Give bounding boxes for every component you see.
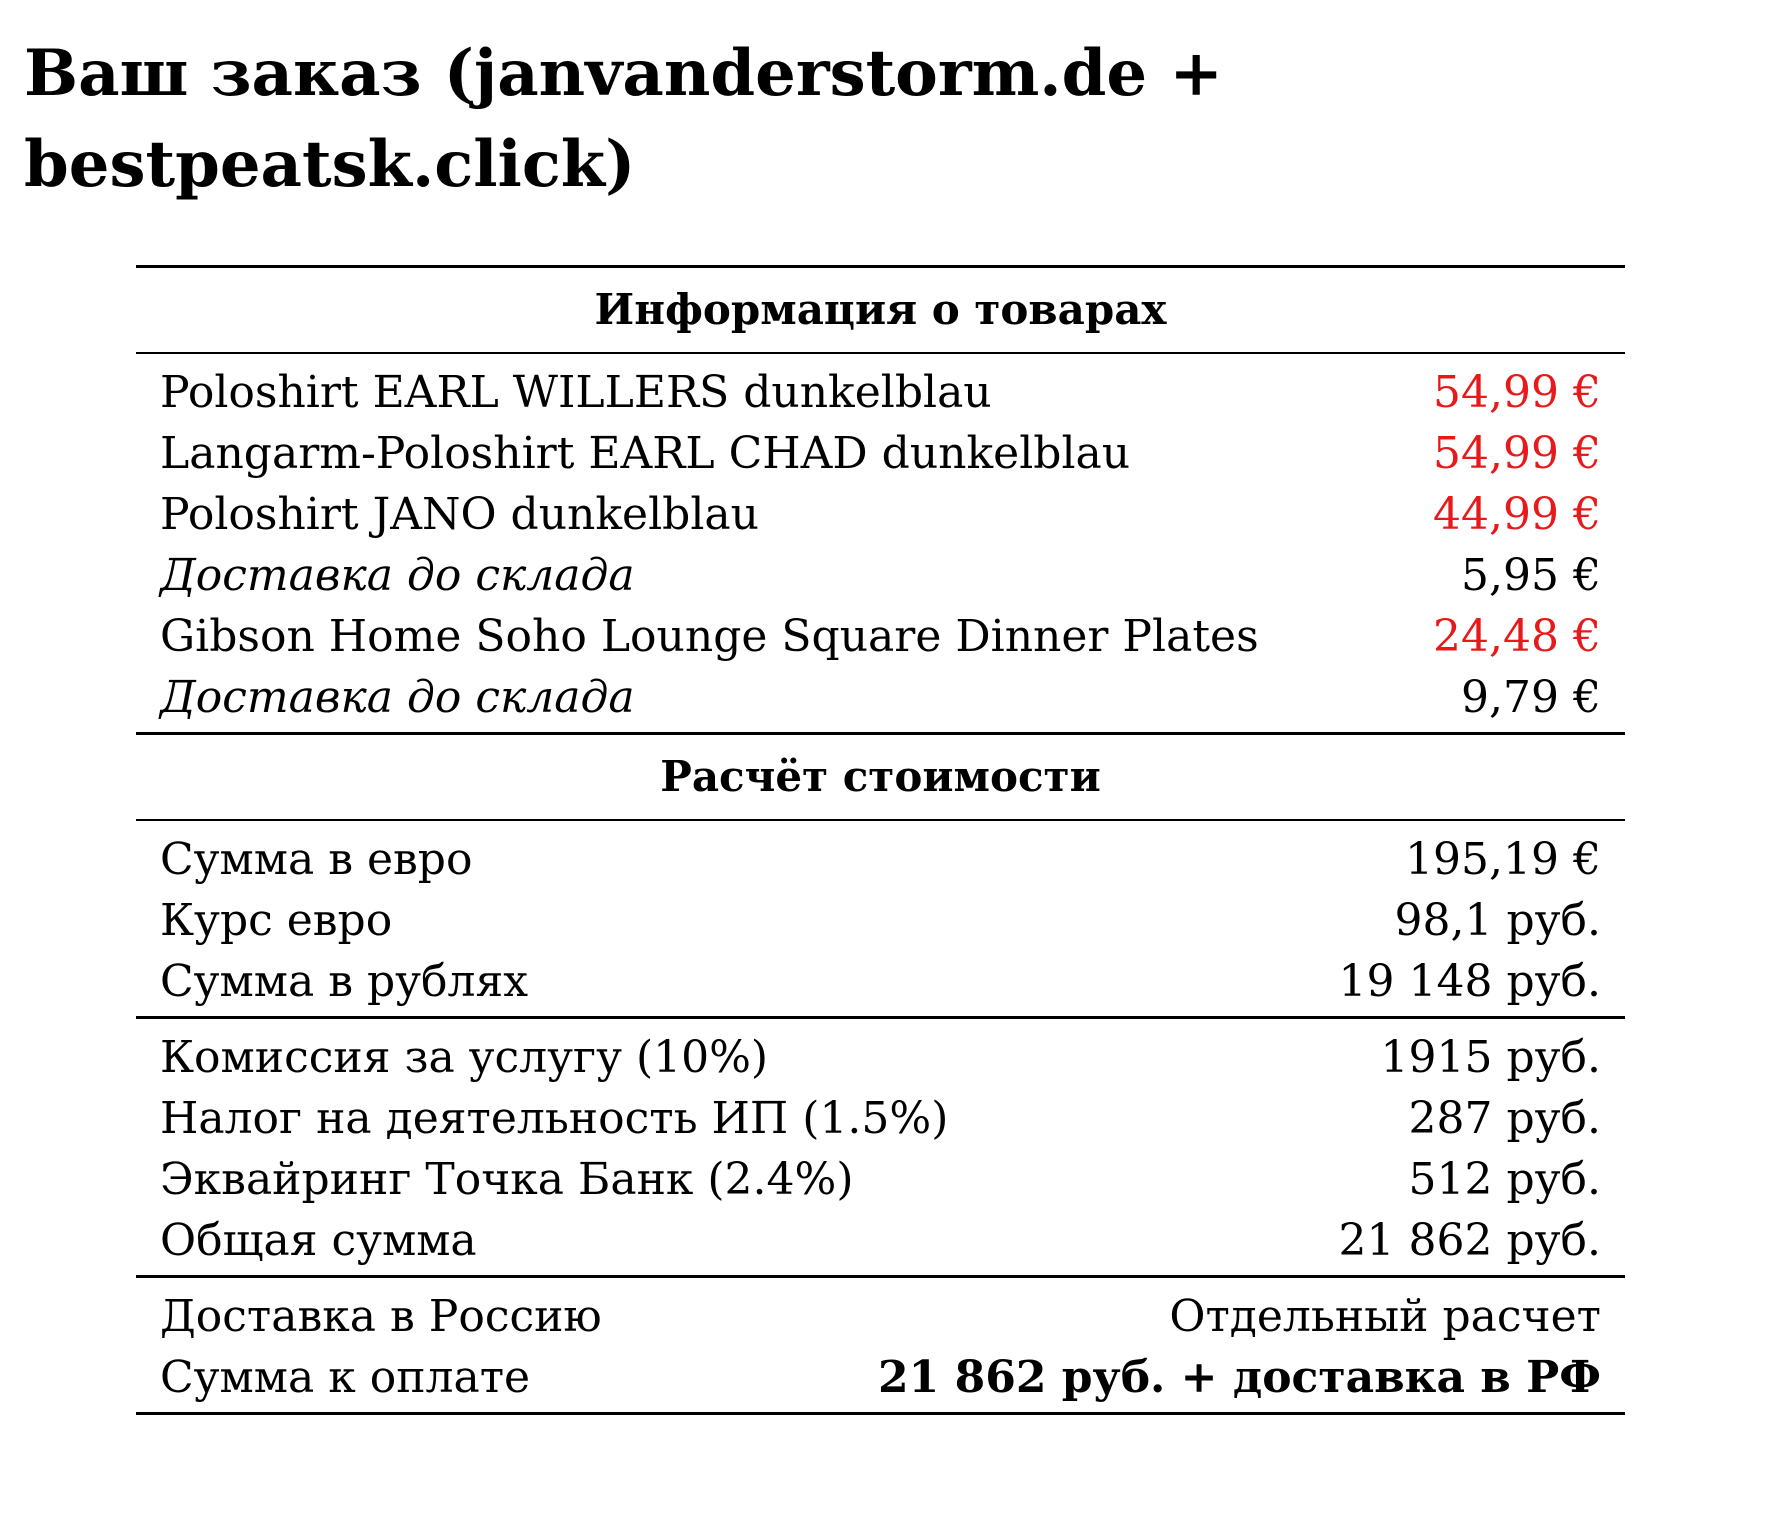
product-row-value: 54,99 € [1433,367,1601,418]
fee-row [136,1088,1625,1149]
shipping-row-label: Доставка до склада [160,550,635,601]
products-list [136,354,1625,732]
conversion-row-label: Сумма в рублях [160,956,529,1007]
product-row [136,362,1625,423]
conversion-row-value: 195,19 € [1405,834,1601,885]
final-row [136,1286,1625,1347]
order-summary-table [136,265,1625,1415]
product-row [136,606,1625,667]
shipping-row [136,545,1625,606]
products-heading: Информация о товарах [594,285,1167,334]
calculation-heading: Расчёт стоимости [660,752,1101,801]
product-row-value: 44,99 € [1433,489,1601,540]
final-row [136,1347,1625,1408]
conversion-row-label: Сумма в евро [160,834,473,885]
final-list [136,1278,1625,1412]
conversion-list [136,821,1625,1016]
final-row-value: Отдельный расчет [1169,1291,1601,1342]
shipping-row-value: 5,95 € [1461,550,1601,601]
shipping-row [136,667,1625,728]
shipping-row-label: Доставка до склада [160,672,635,723]
conversion-row [136,829,1625,890]
product-row-label: Langarm-Poloshirt EARL CHAD dunkelblau [160,428,1131,479]
fee-row [136,1210,1625,1271]
page-title: Ваш заказ (janvanderstorm.de + bestpeatsk.click) [24,36,1223,202]
fee-row [136,1149,1625,1210]
conversion-row-label: Курс евро [160,895,393,946]
fee-row [136,1027,1625,1088]
shipping-row-value: 9,79 € [1461,672,1601,723]
fees-list [136,1019,1625,1275]
product-row-value: 24,48 € [1433,611,1601,662]
fee-row-label: Налог на деятельность ИП (1.5%) [160,1093,949,1144]
product-row [136,484,1625,545]
final-row-label: Сумма к оплате [160,1352,531,1403]
conversion-row-value: 19 148 руб. [1338,956,1601,1007]
fee-row-value: 21 862 руб. [1338,1215,1601,1266]
fee-row-value: 512 руб. [1408,1154,1601,1205]
conversion-row [136,890,1625,951]
conversion-row [136,951,1625,1012]
fee-row-value: 287 руб. [1408,1093,1601,1144]
fee-row-value: 1915 руб. [1380,1032,1601,1083]
product-row-value: 54,99 € [1433,428,1601,479]
product-row-label: Gibson Home Soho Lounge Square Dinner Plates [160,611,1259,662]
fee-row-label: Общая сумма [160,1215,477,1266]
product-row [136,423,1625,484]
product-row-label: Poloshirt JANO dunkelblau [160,489,759,540]
fee-row-label: Эквайринг Точка Банк (2.4%) [160,1154,854,1205]
table-bottom-rule [136,1412,1625,1415]
final-row-label: Доставка в Россию [160,1291,602,1342]
final-row-value: 21 862 руб. + доставка в РФ [878,1352,1601,1403]
conversion-row-value: 98,1 руб. [1394,895,1601,946]
product-row-label: Poloshirt EARL WILLERS dunkelblau [160,367,992,418]
fee-row-label: Комиссия за услугу (10%) [160,1032,769,1083]
